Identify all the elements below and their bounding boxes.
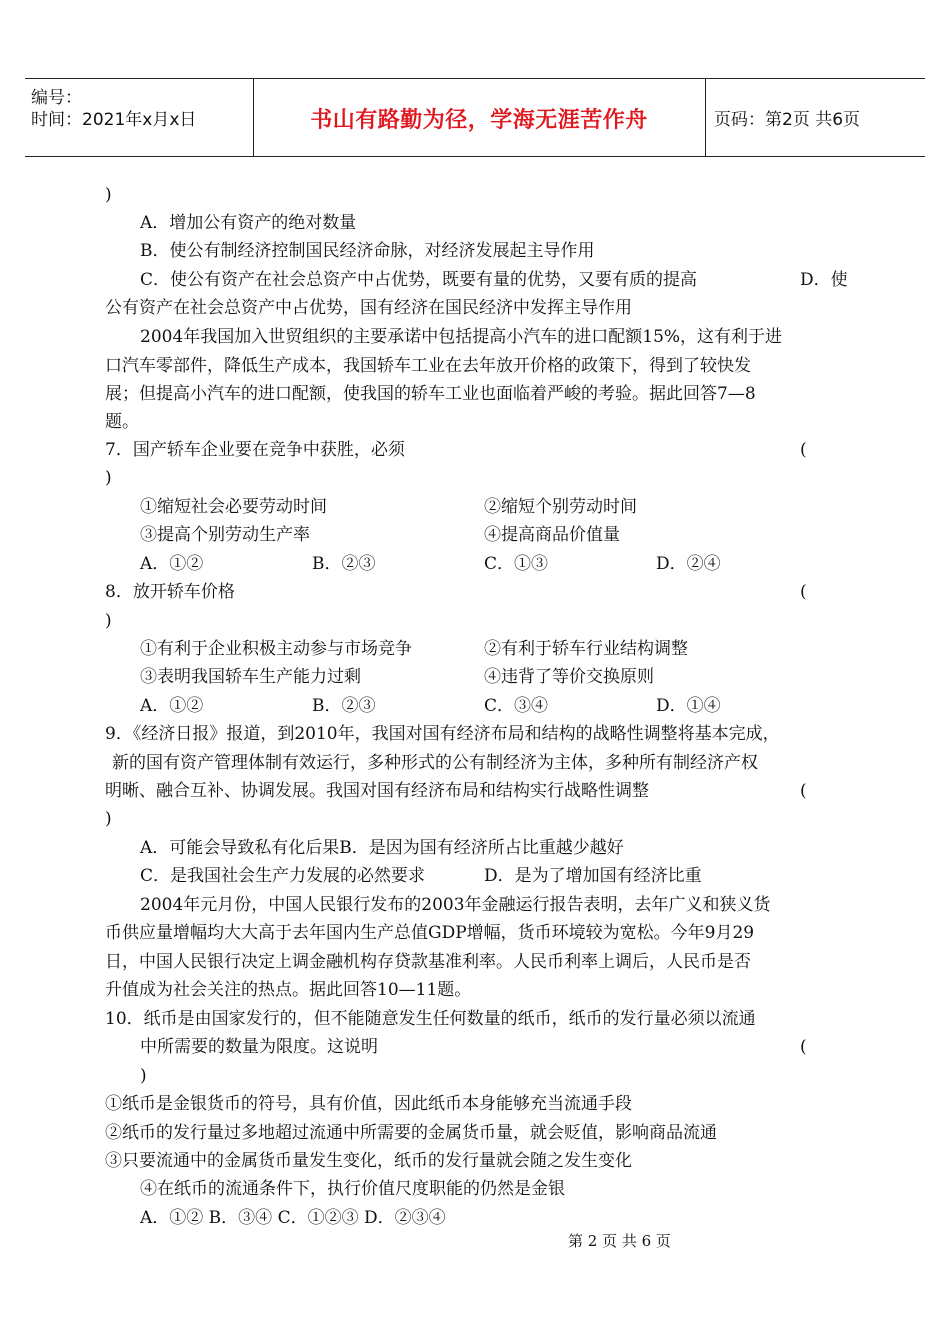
question-9-stem: 9．《经济日报》报道，到2010年，我国对国有经济布局和结构的战略性调整将基本完成， [105,724,780,744]
answer-option: C．是我国社会生产力发展的必然要求 [140,866,426,886]
page-number-label: 页码：第2页 共6页 [714,110,861,130]
answer-bracket-close: ) [105,468,112,488]
question-9-stem: 明晰、融合互补、协调发展。我国对国有经济布局和结构实行战略性调整 [105,781,649,801]
serial-number-label: 编号： [31,88,82,108]
question-8-stem: 8．放开轿车价格 [105,582,235,602]
page-footer: 第 2 页 共 6 页 [568,1232,671,1250]
answer-bracket-close: ) [105,809,112,829]
paragraph-line: 题。 [105,412,139,432]
answer-option: B．②③ [312,554,376,574]
choice-item: ②缩短个别劳动时间 [484,497,637,517]
choice-item: ②纸币的发行量过多地超过流通中所需要的金属货币量，就会贬值，影响商品流通 [105,1123,717,1143]
choice-item: ④在纸币的流通条件下，执行价值尺度职能的仍然是金银 [140,1179,565,1199]
question-9-stem: 新的国有资产管理体制有效运行，多种形式的公有制经济为主体，多种所有制经济产权 [112,753,758,773]
answer-option: C．①③ [484,554,549,574]
answer-bracket-open: ( [800,1037,807,1057]
choice-item: ④提高商品价值量 [484,525,620,545]
answer-option: A．①② B．③④ C．①②③ D．②③④ [140,1208,446,1228]
option-line: B．使公有制经济控制国民经济命脉，对经济发展起主导作用 [140,241,595,261]
option-line: D．使 [800,270,848,290]
answer-option: A．可能会导致私有化后果B．是因为国有经济所占比重越少越好 [140,838,624,858]
text-line: 公有资产在社会总资产中占优势，国有经济在国民经济中发挥主导作用 [105,298,632,318]
answer-option: C．③④ [484,696,549,716]
answer-option: D．①④ [656,696,721,716]
paragraph-line: 日，中国人民银行决定上调金融机构存贷款基准利率。人民币利率上调后，人民币是否 [105,952,751,972]
choice-item: ③只要流通中的金属货币量发生变化，纸币的发行量就会随之发生变化 [105,1151,632,1171]
paragraph-line: 2004年元月份，中国人民银行发布的2003年金融运行报告表明，去年广义和狭义货 [140,895,771,915]
paragraph-line: 展；但提高小汽车的进口配额，使我国的轿车工业也面临着严峻的考验。据此回答7—8 [105,384,756,404]
text-line: ) [105,185,112,205]
answer-bracket-close: ) [105,611,112,631]
choice-item: ①有利于企业积极主动参与市场竞争 [140,639,412,659]
answer-option: B．②③ [312,696,376,716]
answer-bracket-open: ( [800,582,807,602]
answer-bracket-close: ) [140,1066,147,1086]
date-label: 时间：2021年x月x日 [31,110,197,130]
answer-bracket-open: ( [800,781,807,801]
question-10-stem: 10．纸币是由国家发行的，但不能随意发生任何数量的纸币，纸币的发行量必须以流通 [105,1009,756,1029]
paragraph-line: 2004年我国加入世贸组织的主要承诺中包括提高小汽车的进口配额15%，这有利于进 [140,327,783,347]
paragraph-line: 升值成为社会关注的热点。据此回答10—11题。 [105,980,472,1000]
choice-item: ④违背了等价交换原则 [484,667,654,687]
choice-item: ①缩短社会必要劳动时间 [140,497,327,517]
choice-item: ③表明我国轿车生产能力过剩 [140,667,361,687]
choice-item: ③提高个别劳动生产率 [140,525,310,545]
option-line: C．使公有资产在社会总资产中占优势，既要有量的优势，又要有质的提高 [140,270,698,290]
motto-text: 书山有路勤为径，学海无涯苦作舟 [310,108,648,133]
paragraph-line: 币供应量增幅均大大高于去年国内生产总值GDP增幅，货币环境较为宽松。今年9月29 [105,923,755,943]
question-7-stem: 7．国产轿车企业要在竞争中获胜，必须 [105,440,405,460]
paragraph-line: 口汽车零部件，降低生产成本，我国轿车工业在去年放开价格的政策下，得到了较快发 [105,356,751,376]
choice-item: ①纸币是金银货币的符号，具有价值，因此纸币本身能够充当流通手段 [105,1094,632,1114]
option-line: A．增加公有资产的绝对数量 [140,213,357,233]
answer-option: A．①② [140,696,204,716]
choice-item: ②有利于轿车行业结构调整 [484,639,688,659]
answer-option: D．是为了增加国有经济比重 [484,866,702,886]
answer-bracket-open: ( [800,440,807,460]
answer-option: A．①② [140,554,204,574]
answer-option: D．②④ [656,554,721,574]
question-10-stem: 中所需要的数量为限度。这说明 [140,1037,378,1057]
